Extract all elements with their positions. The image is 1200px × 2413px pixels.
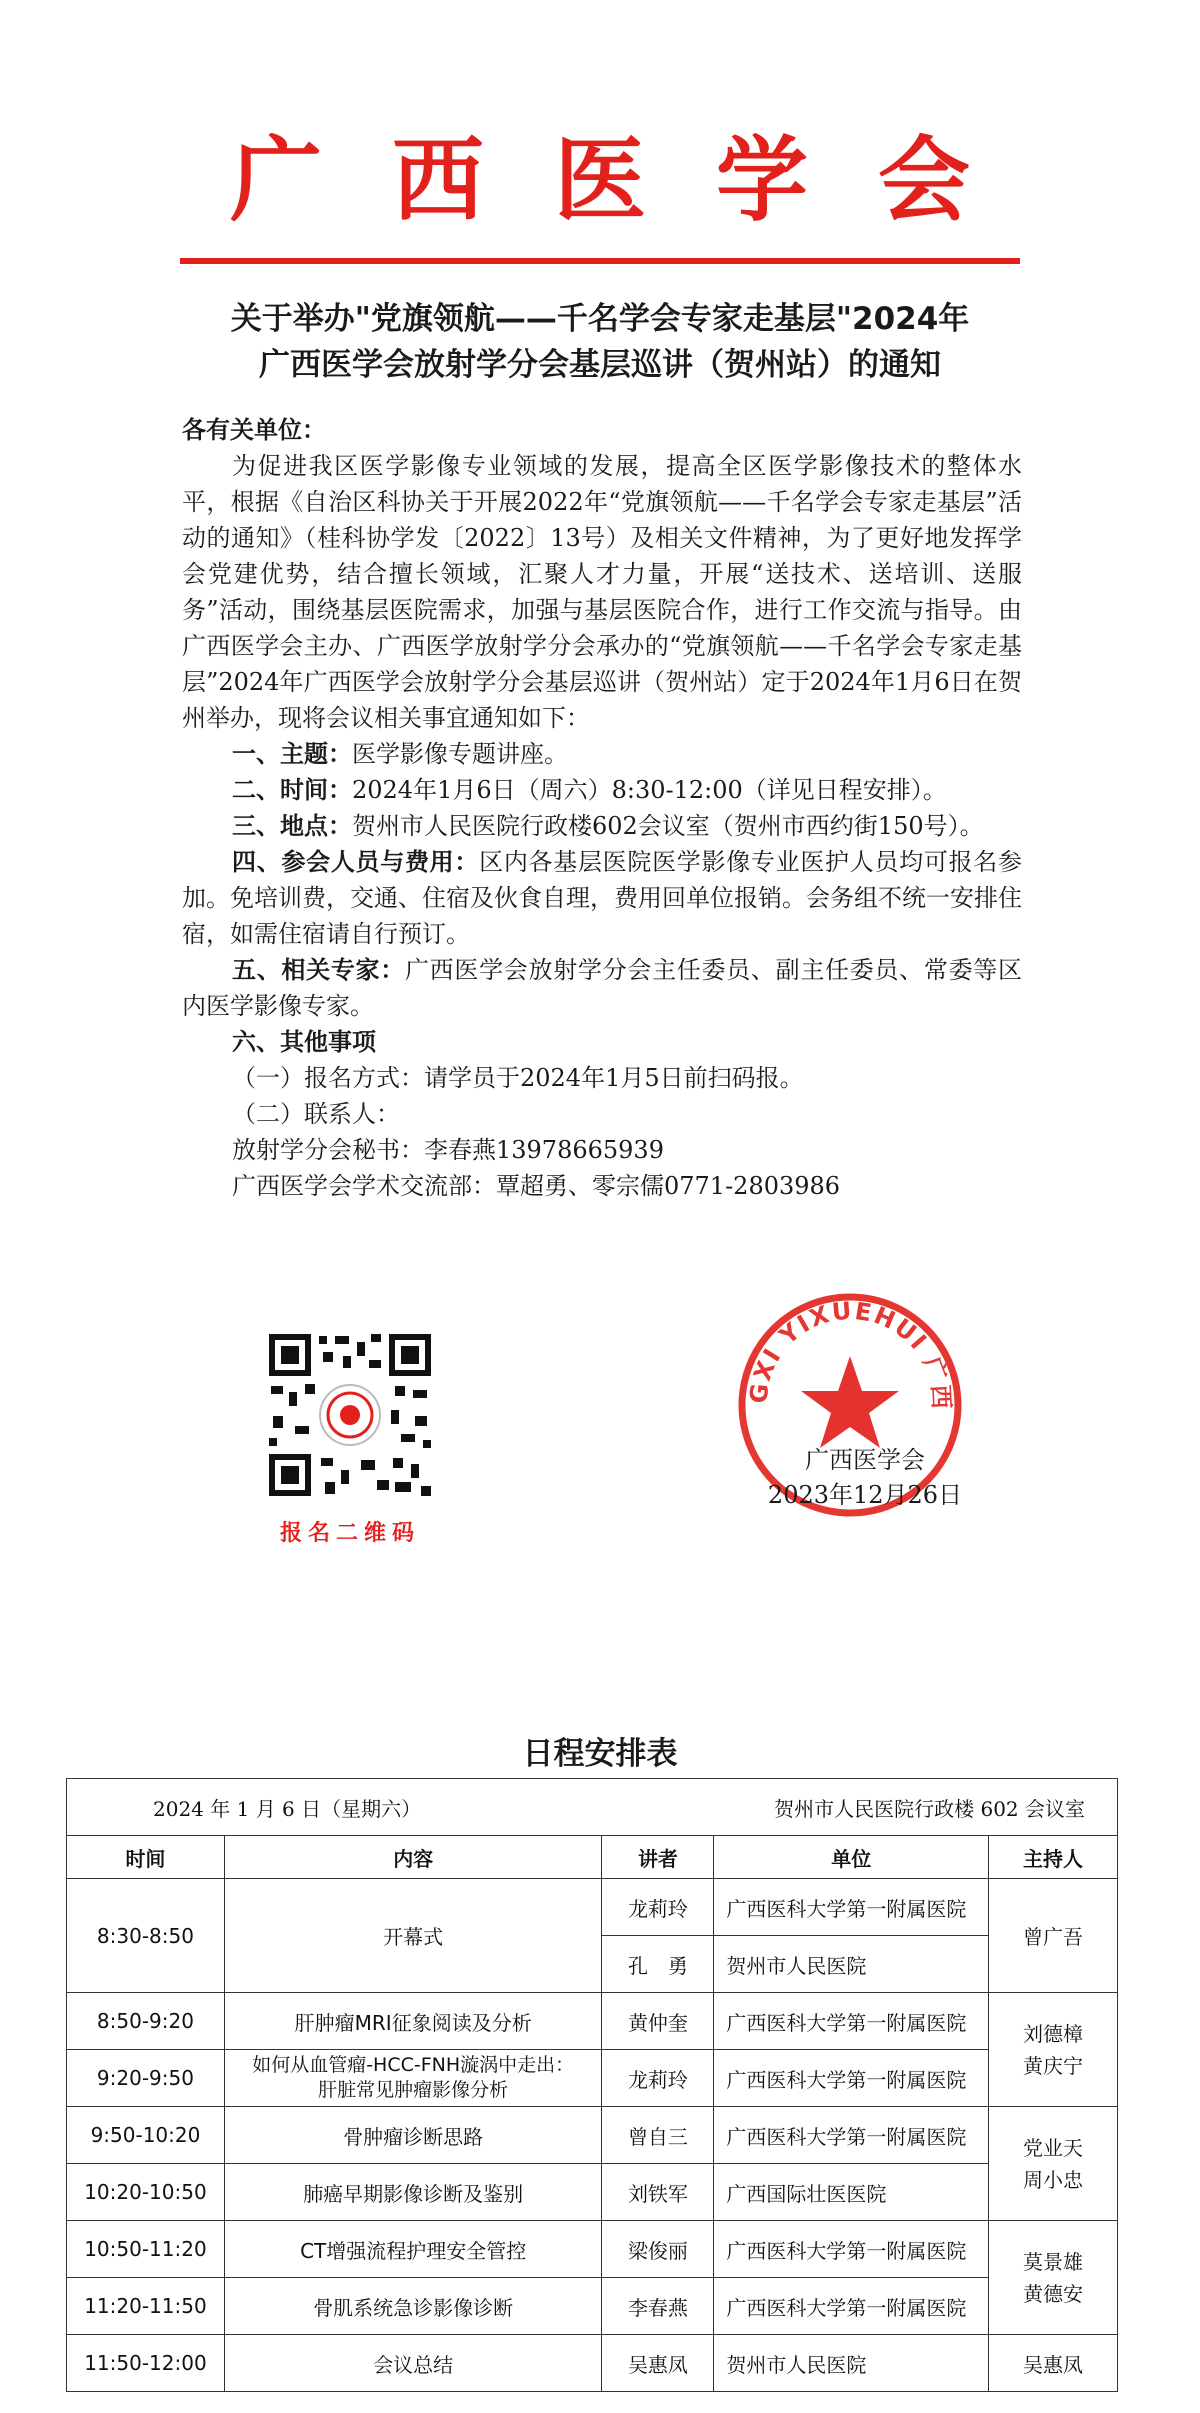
cell-time: 10:50-11:20 — [67, 2221, 225, 2278]
cell-unit: 广西医科大学第一附属医院 — [714, 2107, 989, 2164]
col-header-time: 时间 — [67, 1836, 225, 1879]
item-theme — [182, 736, 1022, 772]
item-label: 二、时间： — [232, 776, 352, 804]
host-name: 黄庆宁 — [1023, 2053, 1084, 2078]
col-header-unit: 单位 — [714, 1836, 989, 1879]
cell-speaker: 曾自三 — [602, 2107, 714, 2164]
cell-speaker: 李春燕 — [602, 2278, 714, 2335]
cell-speaker: 吴惠凤 — [602, 2335, 714, 2392]
content-line: 如何从血管瘤-HCC-FNH漩涡中走出： — [252, 2054, 575, 2076]
table-row — [67, 2050, 1118, 2107]
cell-content: 骨肿瘤诊断思路 — [224, 2107, 602, 2164]
cell-content: CT增强流程护理安全管控 — [224, 2221, 602, 2278]
cell-content: 开幕式 — [224, 1879, 602, 1993]
table-row — [67, 2221, 1118, 2278]
cell-content: 骨肌系统急诊影像诊断 — [224, 2278, 602, 2335]
cell-unit: 广西医科大学第一附属医院 — [714, 2221, 989, 2278]
table-row — [67, 2164, 1118, 2221]
cell-host — [989, 2221, 1118, 2335]
host-name: 党业天 — [1023, 2135, 1084, 2160]
cell-time: 8:30-8:50 — [67, 1879, 225, 1993]
item-label: 一、主题： — [232, 740, 352, 768]
table-row — [67, 2278, 1118, 2335]
item-label: 四、参会人员与费用： — [232, 848, 480, 876]
cell-time: 10:20-10:50 — [67, 2164, 225, 2221]
host-name: 刘德樟 — [1023, 2021, 1084, 2046]
table-row — [67, 1993, 1118, 2050]
cell-host — [989, 2107, 1118, 2221]
sub-contacts: （二）联系人： — [232, 1100, 400, 1128]
item-location — [182, 808, 1022, 844]
cell-host: 曾广吾 — [989, 1879, 1118, 1993]
host-name: 黄德安 — [1023, 2281, 1084, 2306]
cell-unit: 广西医科大学第一附属医院 — [714, 1879, 989, 1936]
cell-unit: 广西医科大学第一附属医院 — [714, 1993, 989, 2050]
notice-title-line1: 关于举办"党旗领航——千名学会专家走基层"2024年 — [230, 301, 970, 337]
notice-title — [160, 296, 1040, 388]
seal-ring-text: GXI YIXUEHUI 广西 — [744, 1296, 956, 1412]
cell-time: 11:50-12:00 — [67, 2335, 225, 2392]
cell-unit: 广西医科大学第一附属医院 — [714, 2050, 989, 2107]
registration-qr-code[interactable] — [265, 1330, 435, 1500]
cell-content: 肺癌早期影像诊断及鉴别 — [224, 2164, 602, 2221]
schedule-date: 2024 年 1 月 6 日（星期六） — [153, 1796, 422, 1821]
item-attendees — [182, 844, 1022, 952]
item-other: 六、其他事项 — [232, 1028, 376, 1056]
cell-speaker: 梁俊丽 — [602, 2221, 714, 2278]
schedule-table — [66, 1778, 1118, 2392]
host-name: 周小忠 — [1023, 2167, 1084, 2192]
contact-secretary: 放射学分会秘书：李春燕13978665939 — [232, 1136, 664, 1164]
cell-time: 8:50-9:20 — [67, 1993, 225, 2050]
item-text: 2024年1月6日（周六）8:30-12:00（详见日程安排）。 — [352, 776, 947, 804]
signature-block — [760, 1443, 970, 1513]
item-label: 三、地点： — [232, 812, 352, 840]
red-divider — [180, 258, 1020, 264]
item-text: 医学影像专题讲座。 — [352, 740, 568, 768]
cell-speaker: 黄仲奎 — [602, 1993, 714, 2050]
qr-caption: 报名二维码 — [279, 1521, 420, 1546]
cell-time: 9:50-10:20 — [67, 2107, 225, 2164]
cell-unit: 广西国际壮医医院 — [714, 2164, 989, 2221]
cell-time: 11:20-11:50 — [67, 2278, 225, 2335]
cell-time: 9:20-9:50 — [67, 2050, 225, 2107]
schedule-title: 日程安排表 — [522, 1736, 678, 1772]
item-label: 五、相关专家： — [232, 956, 405, 984]
item-text: 区内各基层医院医学影像专业医护人员均可报名参加。免培训费，交通、住宿及伙食自理，费用回单位报销。会务组不统一安排住宿，如需住宿请自行预订。 — [182, 848, 1023, 948]
schedule-info-row — [67, 1779, 1118, 1836]
host-name: 莫景雄 — [1023, 2249, 1084, 2274]
col-header-content: 内容 — [224, 1836, 602, 1879]
item-time — [182, 772, 1022, 808]
cell-speaker: 刘铁军 — [602, 2164, 714, 2221]
col-header-host: 主持人 — [989, 1836, 1118, 1879]
item-experts — [182, 952, 1022, 1024]
intro-paragraph: 为促进我区医学影像专业领域的发展，提高全区医学影像技术的整体水平，根据《自治区科协关于开展2022年“党旗领航——千名学会专家走基层”活动的通知》（桂科协学发〔2022〕13号）及相关文件精神，为了更好地发挥学会党建优势，结合擅长领域，汇聚人才力量，开展“送技术、送培训、送服务”活动，围绕基层医院需求，加强与基层医院合作，进行工作交流与指导。由广西医学会主办、广西医学放射学分会承办的“党旗领航——千名学会专家走基层”2024年广西医学会放射学分会基层巡讲（贺州站）定于2024年1月6日在贺州举办，现将会议相关事宜通知如下： — [182, 452, 1022, 732]
notice-title-line2: 广西医学会放射学分会基层巡讲（贺州站）的通知 — [259, 347, 941, 383]
item-text: 广西医学会放射学分会主任委员、副主任委员、常委等区内医学影像专家。 — [182, 956, 1022, 1020]
cell-speaker: 孔 勇 — [602, 1936, 714, 1993]
signature-date: 2023年12月26日 — [767, 1481, 963, 1509]
cell-content — [224, 2050, 602, 2107]
table-row — [67, 1879, 1118, 1936]
table-row — [67, 2335, 1118, 2392]
cell-content: 会议总结 — [224, 2335, 602, 2392]
cell-speaker: 龙莉玲 — [602, 1879, 714, 1936]
content-line: 肝脏常见肿瘤影像分析 — [318, 2079, 509, 2101]
cell-host: 吴惠凤 — [989, 2335, 1118, 2392]
cell-unit: 贺州市人民医院 — [714, 2335, 989, 2392]
notice-body — [182, 412, 1022, 1204]
cell-content: 肝肿瘤MRI征象阅读及分析 — [224, 1993, 602, 2050]
cell-host — [989, 1993, 1118, 2107]
table-row — [67, 2107, 1118, 2164]
col-header-speaker: 讲者 — [602, 1836, 714, 1879]
salutation: 各有关单位： — [182, 416, 326, 444]
contact-exchange-dept: 广西医学会学术交流部：覃超勇、零宗儒0771-2803986 — [232, 1172, 841, 1200]
cell-unit: 广西医科大学第一附属医院 — [714, 2278, 989, 2335]
item-text: 贺州市人民医院行政楼602会议室（贺州市西约街150号）。 — [352, 812, 984, 840]
cell-unit: 贺州市人民医院 — [714, 1936, 989, 1993]
sub-registration: （一）报名方式：请学员于2024年1月5日前扫码报。 — [232, 1064, 804, 1092]
org-name-heading: 广西医学会 — [229, 126, 1040, 234]
schedule-venue: 贺州市人民医院行政楼 602 会议室 — [774, 1796, 1085, 1821]
table-header-row — [67, 1836, 1118, 1879]
cell-speaker: 龙莉玲 — [602, 2050, 714, 2107]
signature-org: 广西医学会 — [805, 1446, 925, 1474]
